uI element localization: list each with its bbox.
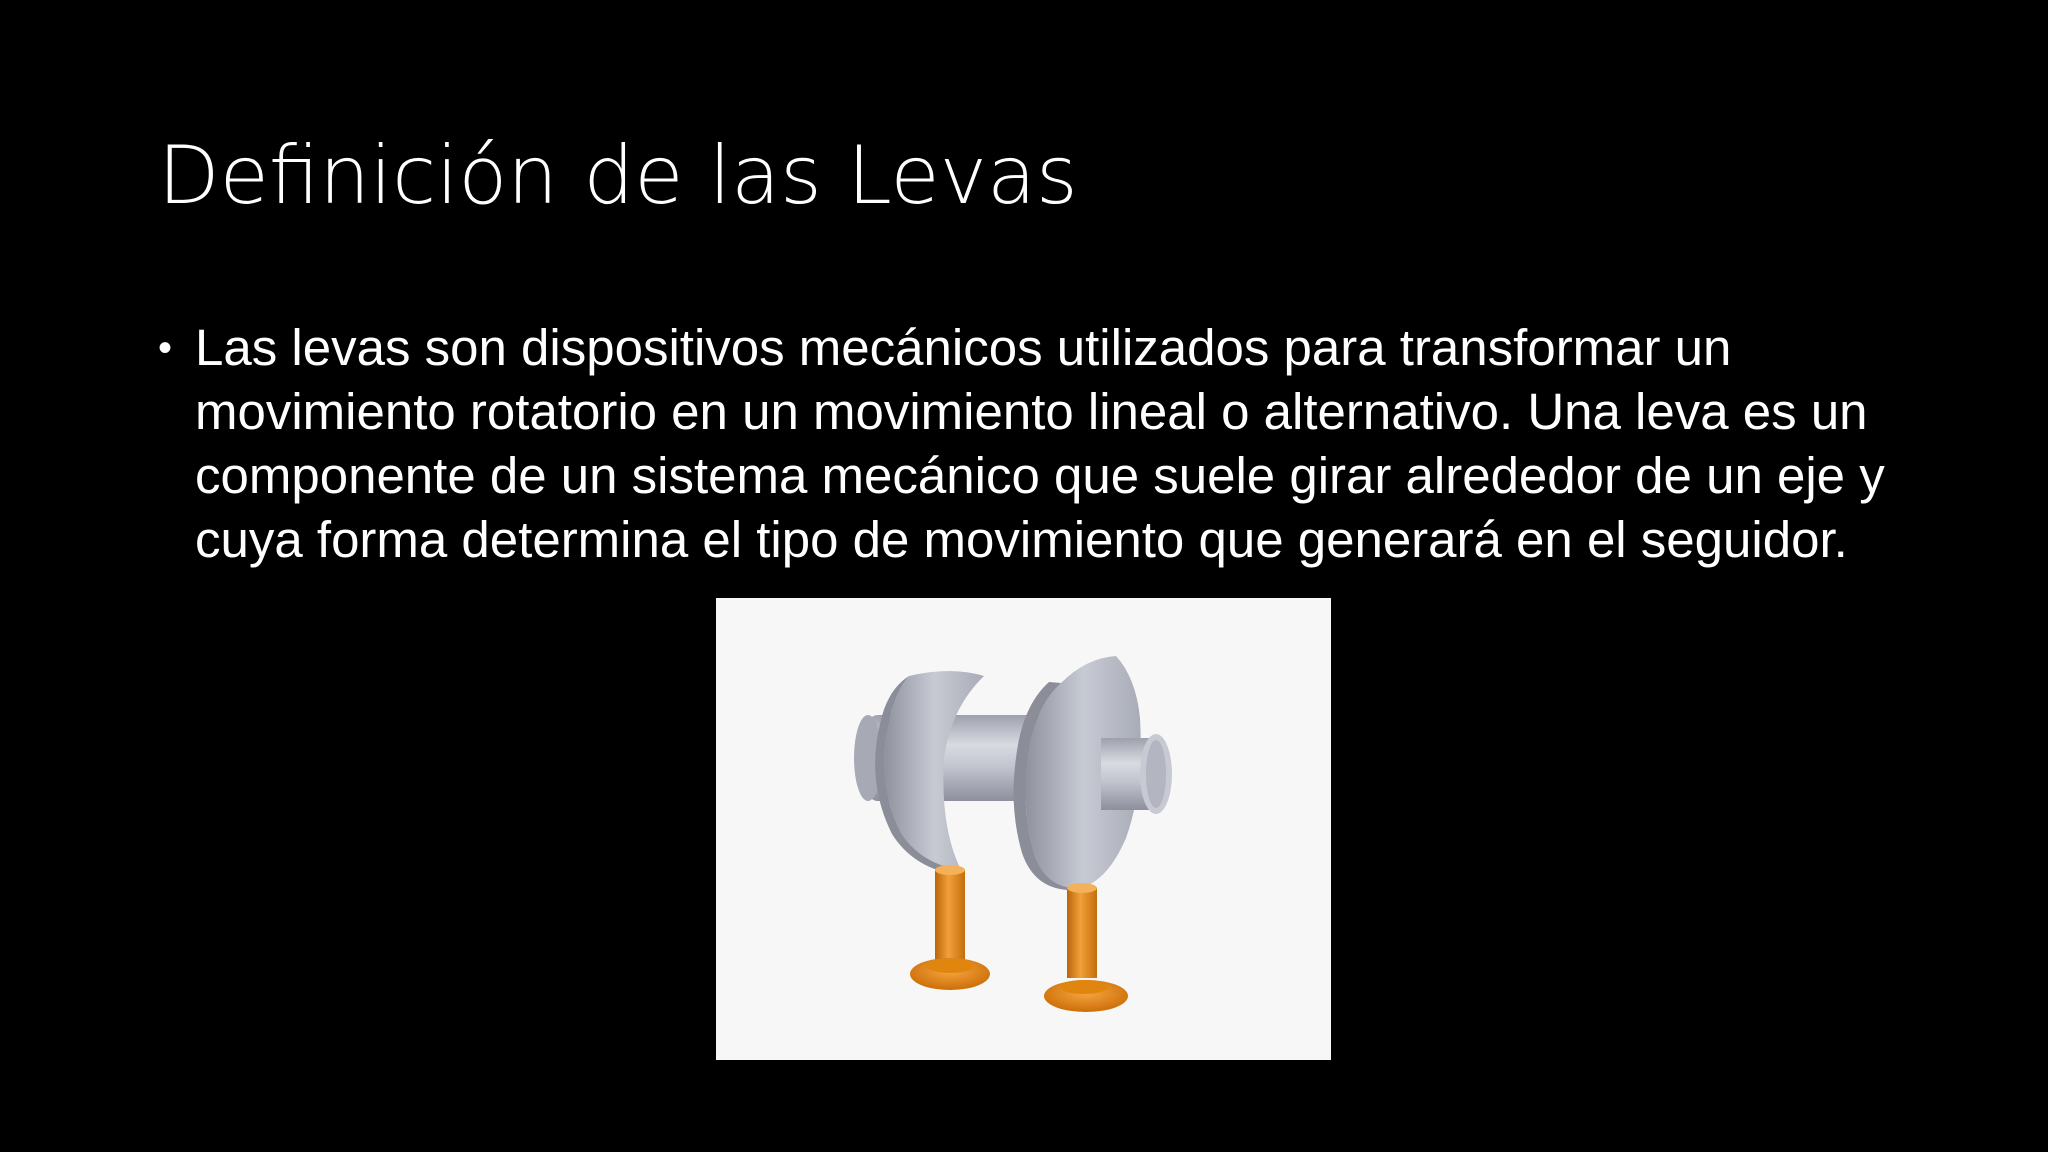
slide-title: Definición de las Levas <box>158 129 1078 222</box>
bullet-list <box>158 316 1918 572</box>
bullet-text: Las levas son dispositivos mecánicos utilizados para transformar un movimiento rotatorio en un movimiento lineal o alternativo. Una leva es un componente de un sistema mecánico que suele girar alrededor de un eje y cuya forma determina el tipo de movimiento que generará en el seguidor. <box>195 319 1885 568</box>
cam-mechanism-image <box>716 598 1331 1060</box>
bullet-dot-icon: • <box>158 326 173 370</box>
bullet-item <box>158 316 1918 572</box>
cam-mechanism-illustration-icon <box>716 598 1331 1060</box>
